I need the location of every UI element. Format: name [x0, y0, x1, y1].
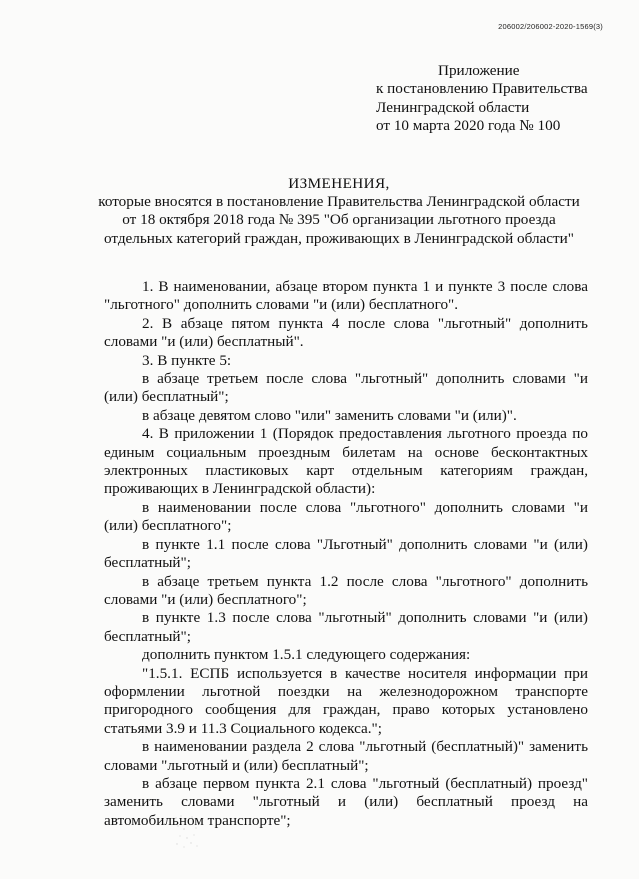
title-heading: ИЗМЕНЕНИЯ, [288, 175, 390, 192]
paragraph-item-4: 4. В приложении 1 (Порядок предоставления льготного проезда по единым социальным проездным билетам на основе бесконтактных электронных пластиковых карт отдельным категориям граждан, проживающих в Ленинградской области): [104, 425, 588, 498]
paragraph-item-2: 2. В абзаце пятом пункта 4 после слова "льготный" дополнить словами "и (или) бесплатный". [104, 314, 588, 351]
document-body [104, 278, 588, 830]
paragraph-subitem: в наименовании раздела 2 слова "льготный (бесплатный)" заменить словами "льготный и (или) бесплатный"; [104, 738, 588, 774]
title-line: от 18 октября 2018 года № 395 "Об организации льготного проезда [122, 211, 556, 229]
paragraph-subitem: в наименовании после слова "льготного" дополнить словами "и (или) бесплатного"; [104, 498, 588, 535]
paragraph-subitem: в абзаце девятом слово "или" заменить словами "и (или)". [142, 406, 517, 424]
paragraph-subitem: в абзаце третьем после слова "льготный" дополнить словами "и (или) бесплатный"; [104, 370, 588, 406]
paragraph-item-1: 1. В наименовании, абзаце втором пункта 1 и пункте 3 после слова "льготного" дополнить словами "и (или) бесплатного". [104, 278, 588, 314]
document-id: 206002/206002-2020-1569(3) [498, 22, 603, 31]
appendix-date: от 10 марта 2020 года № 100 [376, 117, 561, 135]
paragraph-quote: "1.5.1. ЕСПБ используется в качестве носителя информации при оформлении льготной поездки на железнодорожном транспорте пригородного сообщения для граждан, право которых установлено статьями 3.9 и 11.3 Социального кодекса."; [104, 664, 588, 737]
title-line: отдельных категорий граждан, проживающих в Ленинградской области" [104, 229, 574, 247]
paragraph-subitem: в пункте 1.1 после слова "Льготный" дополнить словами "и (или) бесплатный"; [104, 535, 588, 572]
document-title [80, 175, 598, 248]
title-line: которые вносятся в постановление Правительства Ленинградской области [98, 193, 580, 211]
appendix-line: Ленинградской области [376, 98, 530, 116]
scan-noise-mark [172, 812, 202, 852]
paragraph-subitem: в абзаце первом пункта 2.1 слова "льготный (бесплатный) проезд" заменить словами "льготный и (или) бесплатный проезд на автомобильном транспорте"; [104, 774, 588, 829]
paragraph-item-3: 3. В пункте 5: [142, 351, 232, 369]
appendix-title: Приложение [438, 62, 520, 79]
paragraph-subitem: в пункте 1.3 после слова "льготный" дополнить словами "и (или) бесплатный"; [104, 609, 588, 645]
appendix-line: к постановлению Правительства [376, 80, 588, 98]
paragraph-subitem: в абзаце третьем пункта 1.2 после слова "льготного" дополнить словами "и (или) бесплатного"; [104, 572, 588, 608]
paragraph-subitem: дополнить пунктом 1.5.1 следующего содержания: [142, 646, 471, 664]
appendix-block [376, 62, 616, 136]
